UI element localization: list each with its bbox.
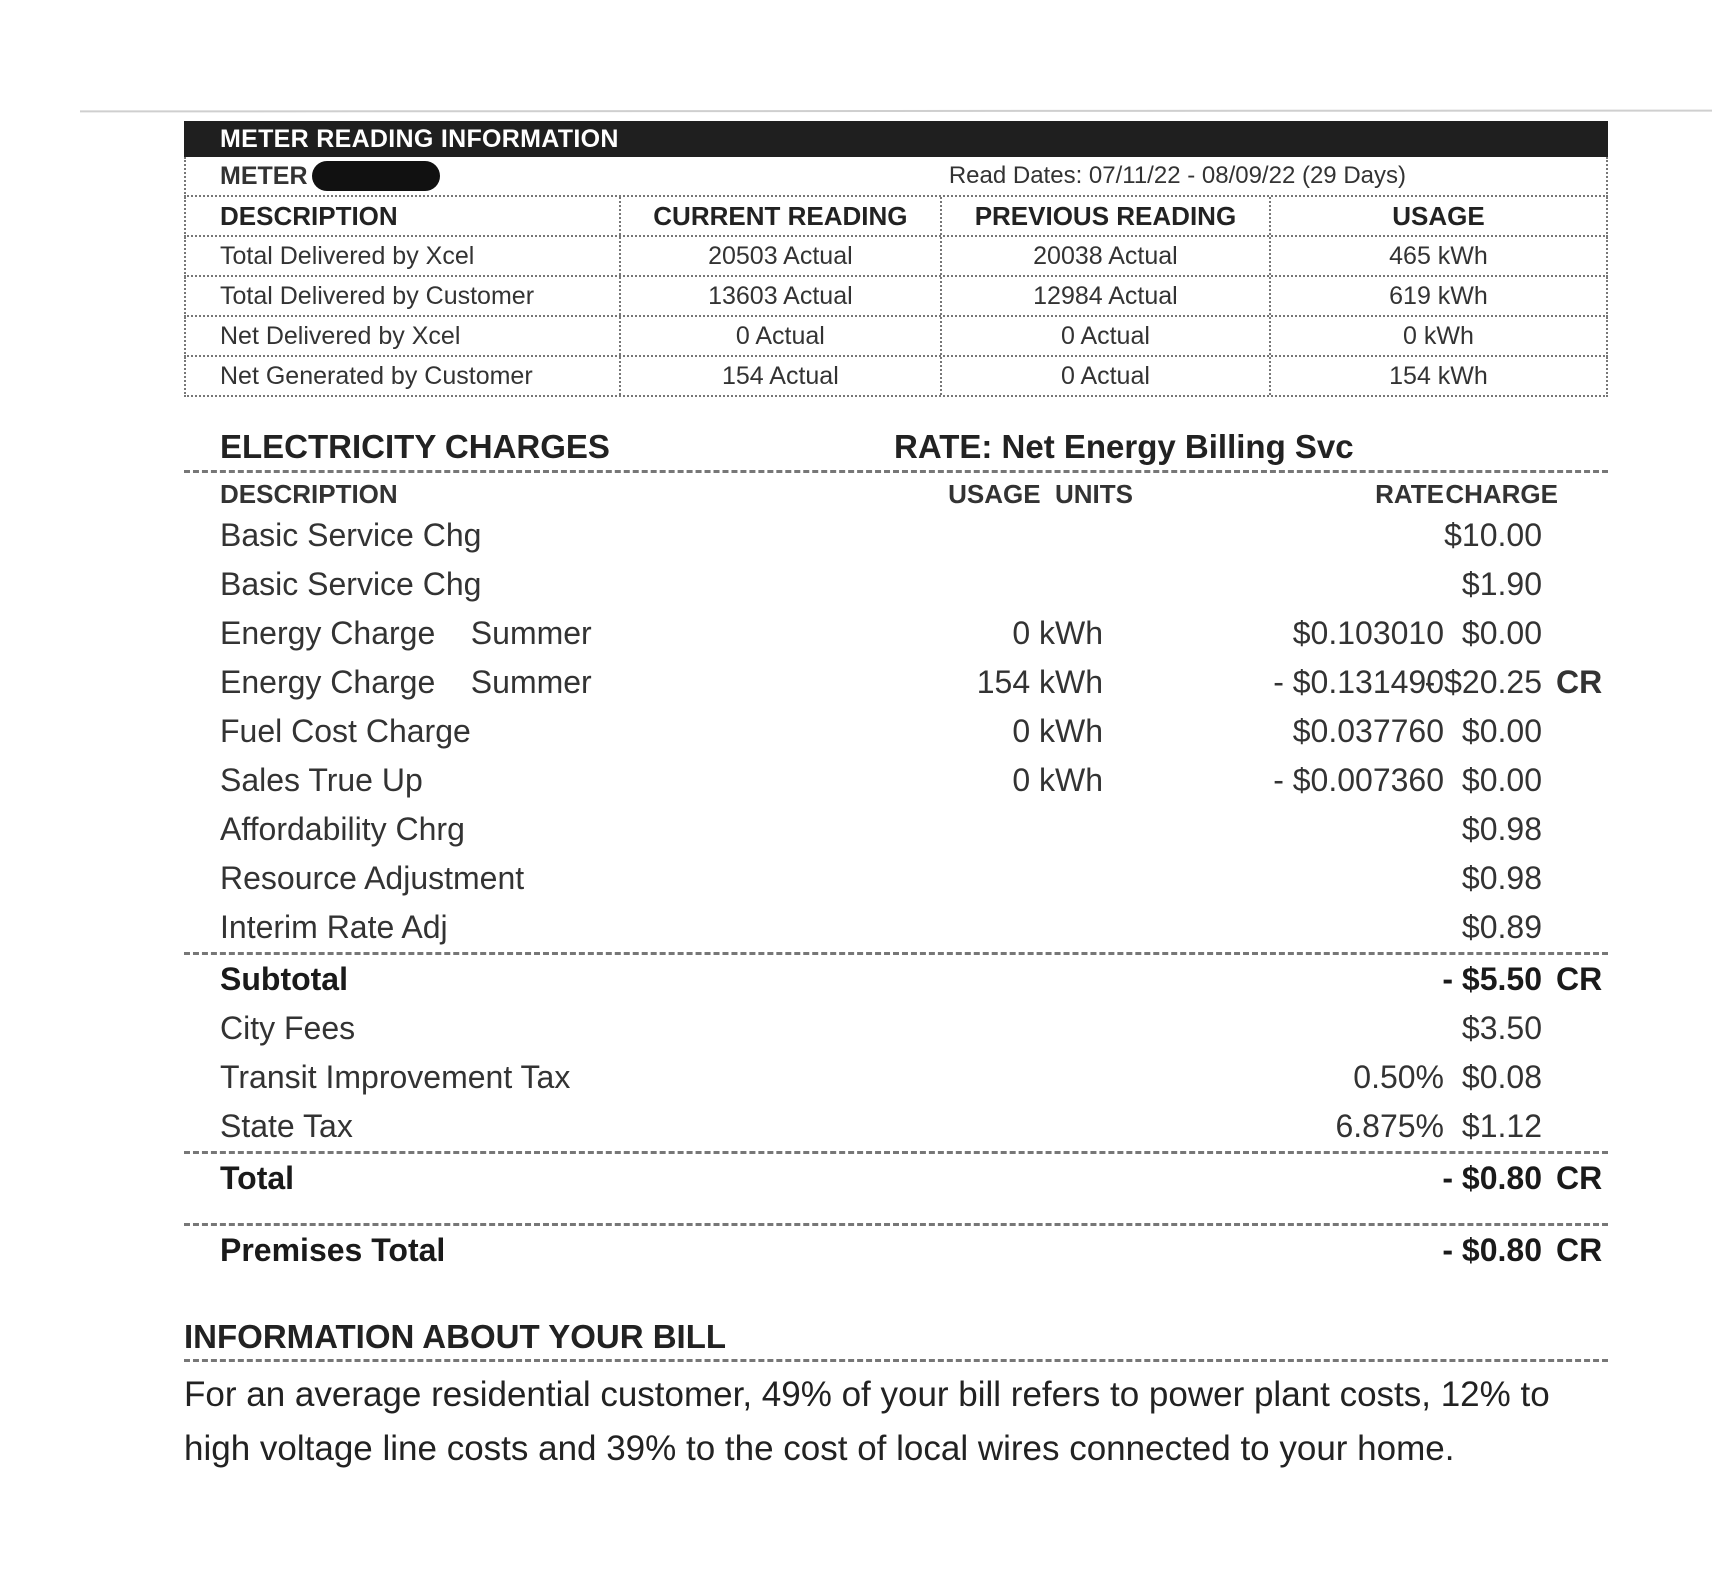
fee-amount: $0.08 (1461, 1059, 1542, 1095)
charge-amount: $0.98 (1461, 811, 1542, 847)
charge-amount: $0.00 (1461, 615, 1542, 651)
meter-current: 20503 Actual (621, 237, 942, 275)
charge-row (184, 854, 1608, 903)
fee-description: State Tax (220, 1108, 353, 1144)
meter-label: METER (220, 162, 308, 190)
meter-id-row (184, 157, 1608, 197)
meter-previous: 20038 Actual (942, 237, 1271, 275)
subtotal-row (184, 955, 1608, 1004)
meter-table-row (184, 357, 1608, 397)
charge-usage: 0 kWh (1012, 762, 1103, 798)
meter-current: 154 Actual (621, 357, 942, 395)
meter-col-usage: USAGE (1392, 201, 1485, 231)
fee-rate: 6.875% (1335, 1108, 1444, 1144)
charge-row (184, 658, 1608, 707)
charge-description: Fuel Cost Charge (220, 713, 471, 749)
fee-description: Transit Improvement Tax (220, 1059, 571, 1095)
charge-description: Resource Adjustment (220, 860, 525, 896)
charges-title: ELECTRICITY CHARGES (220, 428, 610, 465)
charge-usage: 0 kWh (1012, 713, 1103, 749)
bill-info-text: For an average residential customer, 49% of your bill refers to power plant costs, 12% to high voltage line costs and 39% to the cost of local wires connected to your home. (184, 1375, 1550, 1468)
meter-previous: 0 Actual (942, 317, 1271, 355)
charge-row (184, 805, 1608, 854)
charge-rate: $0.103010 (1292, 615, 1444, 651)
charge-amount: - $20.25 (1424, 664, 1542, 700)
charges-column-headers (184, 473, 1608, 511)
meter-description: Net Generated by Customer (186, 357, 621, 395)
total-label: Total (220, 1160, 295, 1196)
meter-current: 0 Actual (621, 317, 942, 355)
meter-column-headers (184, 197, 1608, 237)
meter-description: Total Delivered by Customer (186, 277, 621, 315)
premises-total-label: Premises Total (220, 1232, 446, 1268)
meter-reading-section (184, 121, 1608, 397)
meter-col-current: CURRENT READING (621, 197, 942, 235)
charge-amount: $0.00 (1461, 713, 1542, 749)
bill-info-title: INFORMATION ABOUT YOUR BILL (184, 1318, 727, 1355)
meter-col-description: DESCRIPTION (186, 197, 621, 235)
meter-table-row (184, 317, 1608, 357)
meter-previous: 12984 Actual (942, 277, 1271, 315)
charge-rate: $0.037760 (1292, 713, 1444, 749)
meter-usage: 154 kWh (1389, 362, 1488, 390)
charge-rate: - $0.131490 (1273, 664, 1444, 700)
charge-row (184, 560, 1608, 609)
paper-fold-line (80, 110, 1712, 113)
charge-description: Energy Charge Summer (220, 615, 592, 651)
charge-row (184, 609, 1608, 658)
meter-previous: 0 Actual (942, 357, 1271, 395)
fee-amount: $1.12 (1461, 1108, 1542, 1144)
charge-description: Sales True Up (220, 762, 423, 798)
charge-description: Energy Charge Summer (220, 664, 592, 700)
premises-total-row (184, 1226, 1608, 1275)
col-description: DESCRIPTION (220, 479, 398, 509)
col-charge: CHARGE (1445, 479, 1558, 509)
meter-table-row (184, 277, 1608, 317)
meter-col-previous: PREVIOUS READING (942, 197, 1271, 235)
fee-rate: 0.50% (1353, 1059, 1444, 1095)
electricity-charges-section (184, 424, 1608, 1275)
redacted-meter-number (312, 161, 440, 191)
fee-row (184, 1004, 1608, 1053)
charge-usage: 0 kWh (1012, 615, 1103, 651)
meter-usage: 619 kWh (1389, 282, 1488, 310)
credit-marker: CR (1556, 1160, 1603, 1196)
charge-description: Affordability Chrg (220, 811, 465, 847)
charge-amount: $0.00 (1461, 762, 1542, 798)
credit-marker: CR (1556, 961, 1603, 997)
fee-row (184, 1102, 1608, 1151)
charge-description: Basic Service Chg (220, 566, 482, 602)
charge-amount: $1.90 (1461, 566, 1542, 602)
charge-description: Interim Rate Adj (220, 909, 448, 945)
fee-description: City Fees (220, 1010, 356, 1046)
charge-description: Basic Service Chg (220, 517, 482, 553)
meter-reading-header: METER READING INFORMATION (184, 121, 1608, 157)
total-amount: - $0.80 (1442, 1160, 1542, 1196)
charges-title-row (184, 424, 1608, 470)
credit-marker: CR (1556, 1232, 1603, 1268)
charge-rate: - $0.007360 (1273, 762, 1444, 798)
col-usage-units: USAGE UNITS (948, 479, 1133, 509)
subtotal-amount: - $5.50 (1442, 961, 1542, 997)
charge-amount: $0.98 (1461, 860, 1542, 896)
subtotal-label: Subtotal (220, 961, 348, 997)
rate-plan: RATE: Net Energy Billing Svc (894, 428, 1354, 465)
meter-description: Net Delivered by Xcel (186, 317, 621, 355)
meter-usage: 465 kWh (1389, 242, 1488, 270)
meter-current: 13603 Actual (621, 277, 942, 315)
charge-row (184, 903, 1608, 952)
charge-row (184, 707, 1608, 756)
charge-row (184, 511, 1608, 560)
charge-amount: $10.00 (1444, 517, 1542, 553)
meter-usage: 0 kWh (1403, 322, 1474, 350)
bill-info-section (184, 1315, 1608, 1476)
charge-row (184, 756, 1608, 805)
total-row (184, 1154, 1608, 1203)
fee-row (184, 1053, 1608, 1102)
divider (184, 1359, 1608, 1362)
premises-total-amount: - $0.80 (1442, 1232, 1542, 1268)
meter-table-row (184, 237, 1608, 277)
read-dates: Read Dates: 07/11/22 - 08/09/22 (29 Days) (948, 162, 1406, 189)
charge-amount: $0.89 (1461, 909, 1542, 945)
meter-description: Total Delivered by Xcel (186, 237, 621, 275)
fee-amount: $3.50 (1461, 1010, 1542, 1046)
credit-marker: CR (1556, 664, 1603, 700)
charge-usage: 154 kWh (976, 664, 1103, 700)
col-rate: RATE (1375, 479, 1444, 509)
